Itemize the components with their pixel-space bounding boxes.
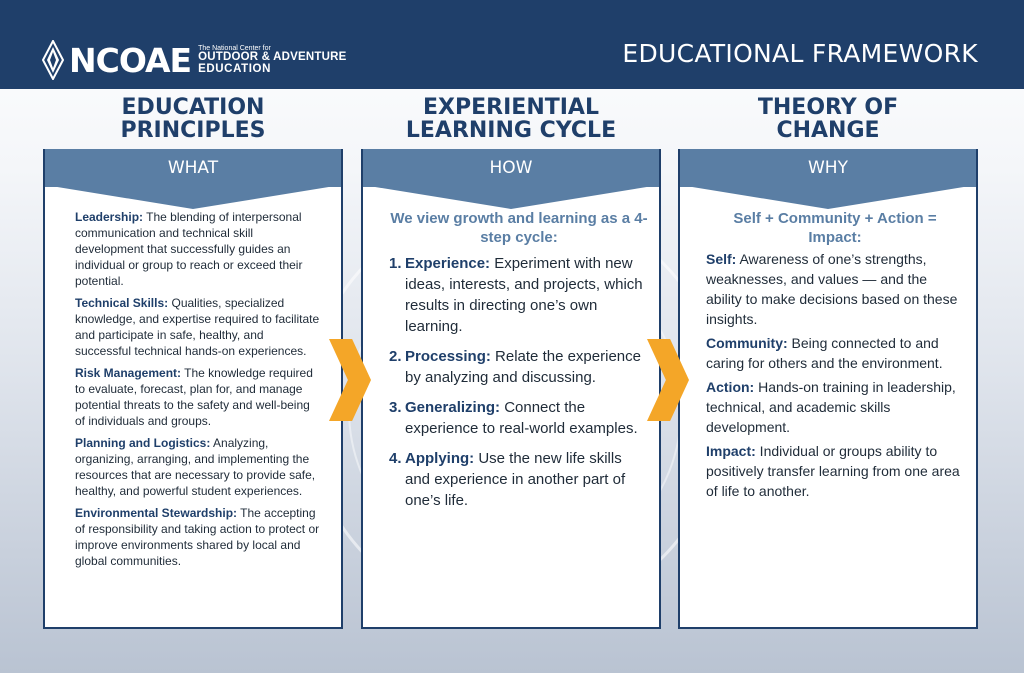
banner-why: WHY [678,149,978,187]
change-text: Individual or groups ability to positively transfer learning from one area of life to another. [706,443,960,499]
change-term: Community: [706,335,788,351]
step-content [405,346,649,388]
heading-line-2: LEARNING CYCLE [405,118,617,143]
change-item [706,441,964,501]
step-text: Experiment with new ideas, interests, and projects, which results in directing one’s own learning. [405,255,643,335]
cycle-steps [389,209,649,520]
step-text: Use the new life skills and experience in another part of one’s life. [405,450,626,509]
logo-sub-line-1: The National Center for [198,45,271,52]
cycle-intro: We view growth and learning as a 4-step cycle: [390,210,648,246]
banner-how: HOW [361,149,661,187]
change-list [706,209,964,505]
step-content [405,397,649,439]
header-bar [0,0,1024,89]
ncoae-diamond-logo-icon [42,40,64,80]
principle-text: The blending of interpersonal communication and technical skill development that successfully guides an individual or group to reach or exceed their potential. [75,210,303,288]
heading-line-1: EDUCATION [121,95,265,120]
step-term: Generalizing: [405,399,501,416]
logo-sub-line-2: OUTDOOR & ADVENTURE [198,51,347,63]
logo-sub-line-3: EDUCATION [198,62,272,75]
panel-education-principles [43,149,343,629]
banner-point [680,185,976,209]
banner-point [363,185,659,209]
change-text: Being connected to and caring for others and the environment. [706,335,943,371]
cycle-step [389,397,649,439]
principle-text: The accepting of responsibility and taking action to protect or improve environments shared by local and global communities. [75,506,320,568]
change-text: Hands-on training in leadership, technical, and academic skills development. [706,379,956,435]
heading-line-1: THEORY OF [757,95,899,120]
principle-item [75,365,321,429]
heading-line-2: PRINCIPLES [120,118,266,143]
principles-list [75,209,321,575]
step-content [405,253,649,337]
change-item [706,377,964,437]
cycle-step [389,346,649,388]
principle-item [75,209,321,289]
step-number: 2. [389,348,402,365]
step-text: Connect the experience to real-world examples. [405,399,638,437]
cycle-step [389,448,649,511]
step-term: Processing: [405,348,491,365]
principle-term: Leadership: [75,210,144,224]
change-term: Action: [706,379,755,395]
logo-subtitle [198,45,346,75]
panel-theory-of-change [678,149,978,629]
step-content [405,448,649,511]
principle-item [75,505,321,569]
change-text: Awareness of one’s strengths, weaknesses, and values — and the ability to make decisions based on these insights. [706,251,958,327]
page-title: EDUCATIONAL FRAMEWORK [622,39,978,68]
cycle-step [389,253,649,337]
principle-term: Planning and Logistics: [75,436,211,450]
change-item [706,249,964,329]
principle-term: Technical Skills: [75,296,169,310]
heading-theory-of-change [678,96,978,142]
change-intro: Self + Community + Action = Impact: [733,210,937,246]
principle-term: Risk Management: [75,366,182,380]
principle-text: The knowledge required to evaluate, forecast, plan for, and manage potential threats to the safety and well-being of individuals and groups. [75,366,313,428]
principle-item [75,295,321,359]
panel-experiential-learning-cycle [361,149,661,629]
step-number: 1. [389,255,402,272]
step-number: 4. [389,450,402,467]
step-term: Experience: [405,255,491,272]
heading-line-1: EXPERIENTIAL [423,95,599,120]
change-term: Self: [706,251,737,267]
banner-point [45,185,341,209]
principle-text: Analyzing, organizing, arranging, and implementing the resources that are necessary to provide safe, healthy, and powerful student experiences. [75,436,316,498]
principle-item [75,435,321,499]
change-item [706,333,964,373]
step-term: Applying: [405,450,475,467]
heading-education-principles [43,96,343,142]
logo-wordmark: NCOAE [69,40,192,80]
ncoae-logo[interactable] [42,38,347,82]
banner-what: WHAT [43,149,343,187]
principle-term: Environmental Stewardship: [75,506,238,520]
change-term: Impact: [706,443,756,459]
heading-line-2: CHANGE [776,118,880,143]
heading-experiential-learning-cycle [361,96,661,142]
principle-text: Qualities, specialized knowledge, and expertise required to facilitate and participate in safe, healthy, and successful technical hands-on experiences. [75,296,320,358]
step-number: 3. [389,399,402,416]
step-text: Relate the experience by analyzing and discussing. [405,348,641,386]
